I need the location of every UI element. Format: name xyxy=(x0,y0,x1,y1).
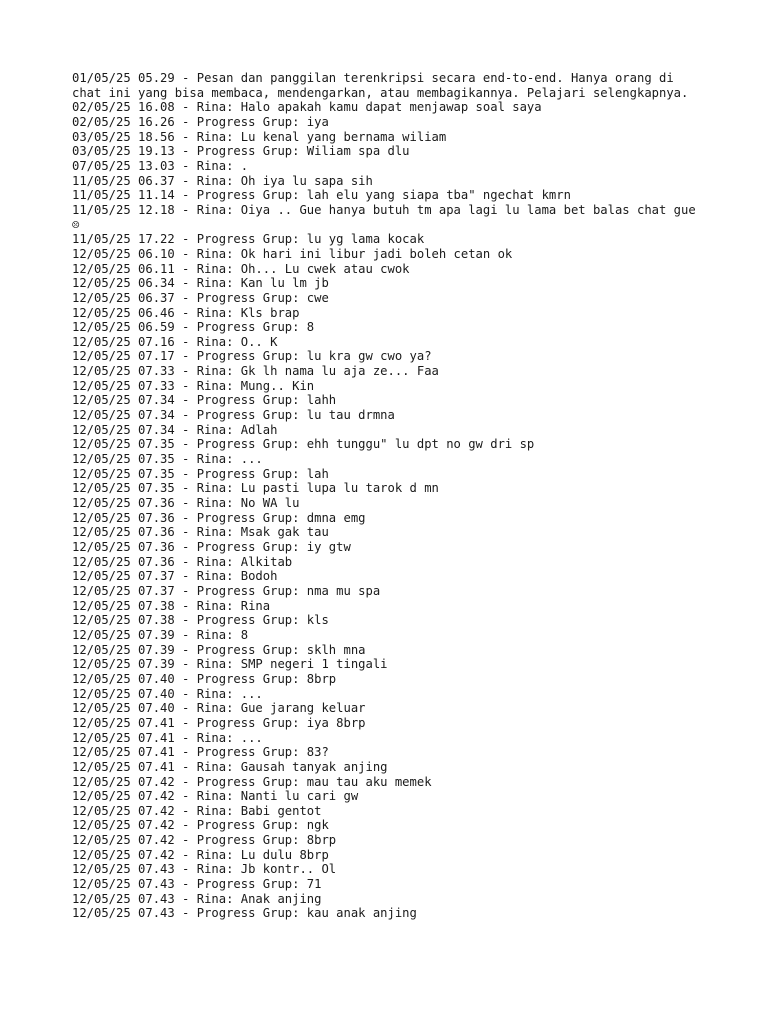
chat-message-line: 12/05/25 06.34 - Rina: Kan lu lm jb xyxy=(72,276,329,291)
chat-message-line: 12/05/25 07.36 - Progress Grup: dmna emg xyxy=(72,510,366,525)
chat-message-line: 12/05/25 07.42 - Rina: Babi gentot xyxy=(72,803,322,818)
chat-message-line: 12/05/25 06.11 - Rina: Oh... Lu cwek atau cwok xyxy=(72,261,410,276)
chat-message-line: 12/05/25 07.41 - Rina: Gausah tanyak anjing xyxy=(72,759,388,774)
chat-message-line: 12/05/25 07.33 - Rina: Mung.. Kin xyxy=(72,378,315,393)
chat-message-line: 12/05/25 07.36 - Rina: Alkitab xyxy=(72,554,293,569)
chat-message-line: 12/05/25 07.33 - Rina: Gk lh nama lu aja ze... Faa xyxy=(72,364,439,379)
chat-message-line: 12/05/25 07.35 - Rina: ... xyxy=(72,452,263,467)
chat-message-line: 12/05/25 07.38 - Rina: Rina xyxy=(72,598,271,613)
chat-message-line: 12/05/25 07.38 - Progress Grup: kls xyxy=(72,613,329,628)
chat-message-line: 12/05/25 07.36 - Rina: Msak gak tau xyxy=(72,525,329,540)
chat-message-line: 11/05/25 17.22 - Progress Grup: lu yg lama kocak xyxy=(72,232,425,247)
chat-message-line: 02/05/25 16.26 - Progress Grup: iya xyxy=(72,114,329,129)
chat-message-line: 11/05/25 06.37 - Rina: Oh iya lu sapa sih xyxy=(72,173,373,188)
chat-message-line: 12/05/25 06.37 - Progress Grup: cwe xyxy=(72,290,329,305)
chat-message-line: 02/05/25 16.08 - Rina: Halo apakah kamu dapat menjawap soal saya xyxy=(72,100,542,115)
chat-message-line: 12/05/25 07.34 - Progress Grup: lahh xyxy=(72,393,337,408)
chat-message-line: 12/05/25 07.39 - Progress Grup: sklh mna xyxy=(72,642,366,657)
chat-message-line: 12/05/25 07.42 - Progress Grup: 8brp xyxy=(72,833,337,848)
chat-message-line: 12/05/25 07.41 - Rina: ... xyxy=(72,730,263,745)
chat-message-line: 12/05/25 07.36 - Rina: No WA lu xyxy=(72,496,300,511)
chat-message-line: 12/05/25 07.43 - Progress Grup: kau anak anjing xyxy=(72,906,417,921)
chat-message-line: 12/05/25 06.10 - Rina: Ok hari ini libur jadi boleh cetan ok xyxy=(72,246,513,261)
chat-message-line: 12/05/25 07.37 - Rina: Bodoh xyxy=(72,569,278,584)
chat-message-line: 12/05/25 07.43 - Progress Grup: 71 xyxy=(72,877,322,892)
chat-message-line: 12/05/25 07.35 - Progress Grup: ehh tunggu" lu dpt no gw dri sp xyxy=(72,437,535,452)
chat-message-line: 12/05/25 07.16 - Rina: O.. K xyxy=(72,334,278,349)
chat-message-line: 12/05/25 07.42 - Progress Grup: ngk xyxy=(72,818,329,833)
chat-message-line: 11/05/25 11.14 - Progress Grup: lah elu yang siapa tba" ngechat kmrn xyxy=(72,188,571,203)
chat-message-line: 12/05/25 07.41 - Progress Grup: 83? xyxy=(72,745,329,760)
chat-message-line: 12/05/25 07.39 - Rina: 8 xyxy=(72,627,249,642)
chat-message-line: 12/05/25 07.34 - Progress Grup: lu tau drmna xyxy=(72,408,395,423)
chat-message-line: 12/05/25 07.43 - Rina: Jb kontr.. Ol xyxy=(72,862,337,877)
chat-message-line: 12/05/25 07.40 - Progress Grup: 8brp xyxy=(72,671,337,686)
chat-message-line: 12/05/25 07.40 - Rina: Gue jarang keluar xyxy=(72,701,366,716)
chat-message-line: 12/05/25 07.41 - Progress Grup: iya 8brp xyxy=(72,715,366,730)
chat-message-line: 12/05/25 07.39 - Rina: SMP negeri 1 tingali xyxy=(72,657,388,672)
chat-message-line: 12/05/25 06.46 - Rina: Kls brap xyxy=(72,305,300,320)
chat-message-line: 12/05/25 07.17 - Progress Grup: lu kra gw cwo ya? xyxy=(72,349,432,364)
chat-export-text xyxy=(72,71,702,921)
chat-message-line: 12/05/25 07.42 - Rina: Lu dulu 8brp xyxy=(72,847,329,862)
chat-message-line: 12/05/25 07.35 - Progress Grup: lah xyxy=(72,466,329,481)
chat-message-line: 12/05/25 06.59 - Progress Grup: 8 xyxy=(72,320,315,335)
chat-message-line: 12/05/25 07.37 - Progress Grup: nma mu spa xyxy=(72,583,381,598)
encryption-notice-line: 01/05/25 05.29 - Pesan dan panggilan terenkripsi secara end-to-end. Hanya orang di chat ini yang bisa membaca, mendengarkan, atau membagikannya. Pelajari selengkapnya. xyxy=(72,71,689,100)
chat-message-line: 07/05/25 13.03 - Rina: . xyxy=(72,158,249,173)
chat-message-line: 03/05/25 19.13 - Progress Grup: Wiliam spa dlu xyxy=(72,144,410,159)
chat-message-line: 12/05/25 07.42 - Rina: Nanti lu cari gw xyxy=(72,789,359,804)
chat-message-line: 12/05/25 07.35 - Rina: Lu pasti lupa lu tarok d mn xyxy=(72,481,439,496)
chat-message-line: 12/05/25 07.42 - Progress Grup: mau tau aku memek xyxy=(72,774,432,789)
chat-message-line: 12/05/25 07.36 - Progress Grup: iy gtw xyxy=(72,540,351,554)
chat-message-line: 11/05/25 12.18 - Rina: Oiya .. Gue hanya butuh tm apa lagi lu lama bet balas chat gue☹ xyxy=(72,202,696,232)
chat-message-line: 12/05/25 07.34 - Rina: Adlah xyxy=(72,422,278,437)
chat-message-line: 03/05/25 18.56 - Rina: Lu kenal yang bernama wiliam xyxy=(72,129,447,144)
chat-message-line: 12/05/25 07.43 - Rina: Anak anjing xyxy=(72,891,322,906)
chat-message-line: 12/05/25 07.40 - Rina: ... xyxy=(72,686,263,701)
